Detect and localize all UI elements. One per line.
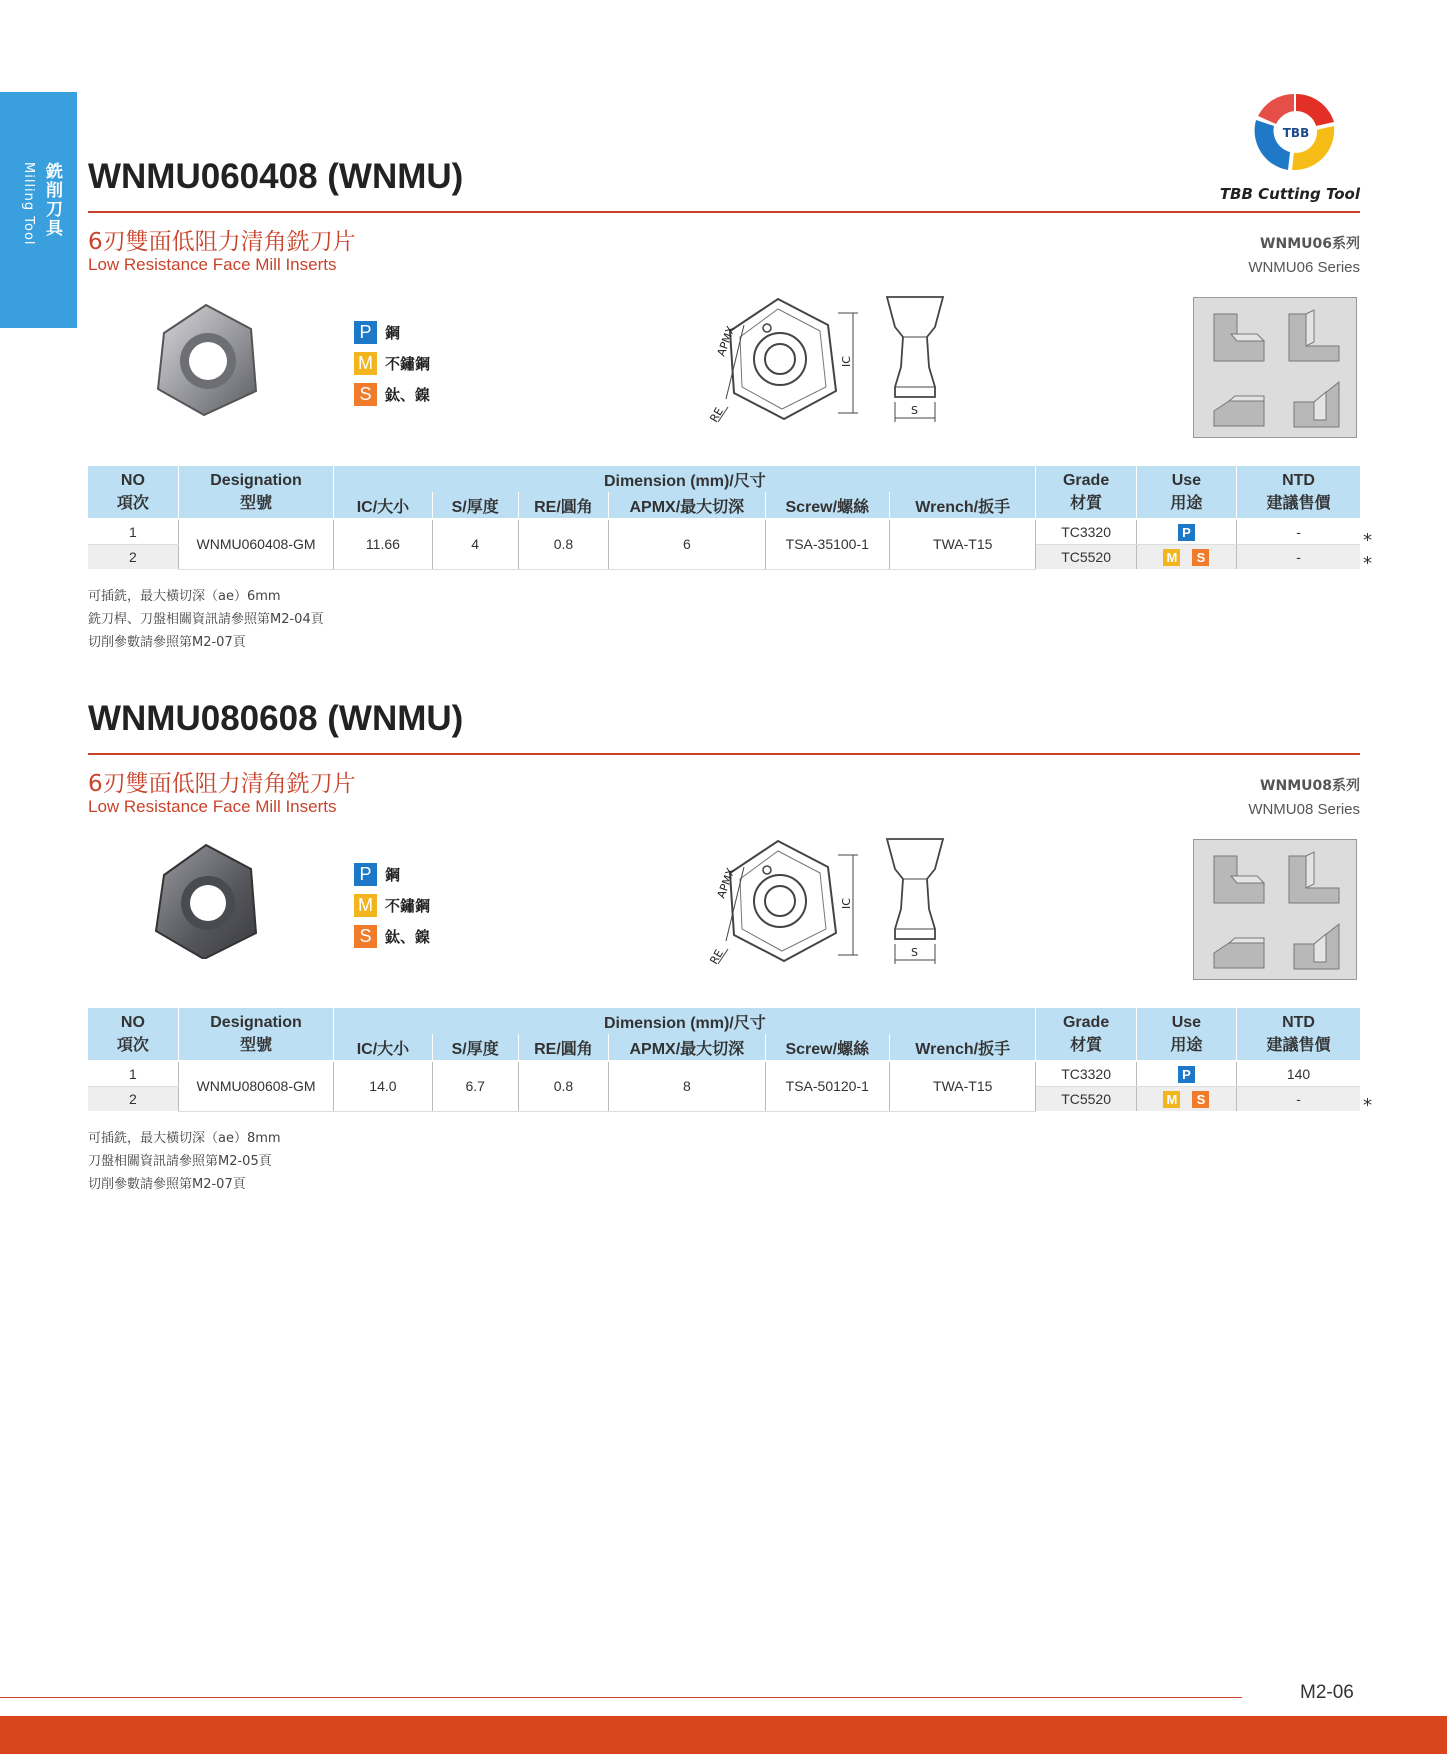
s-label: S bbox=[911, 404, 918, 417]
s-label: S bbox=[911, 946, 918, 959]
series-zh: WNMU06系列 bbox=[1260, 236, 1360, 252]
material-m-label: 不鏽鋼 bbox=[385, 355, 431, 373]
col-re: RE/圓角 bbox=[518, 492, 608, 519]
note-line: 刀盤相關資訊請參照第M2-05頁 bbox=[88, 1154, 272, 1169]
col-screw: Screw/螺絲 bbox=[765, 1034, 889, 1061]
application-illustration bbox=[1193, 839, 1357, 980]
shoulder-milling-icon bbox=[1209, 306, 1269, 366]
col-ntd: NTD 建議售價 bbox=[1237, 466, 1360, 519]
grade-cell: TC5520 bbox=[1036, 545, 1136, 570]
ramping-icon bbox=[1284, 914, 1344, 974]
apmx-label: APMX bbox=[714, 866, 738, 901]
row-no: 2 bbox=[88, 1087, 178, 1112]
insert-side-view-diagram bbox=[875, 829, 955, 969]
footer-divider bbox=[0, 1697, 1242, 1698]
apmx-label: APMX bbox=[714, 324, 738, 359]
apmx-cell: 8 bbox=[609, 1061, 765, 1111]
series-zh: WNMU08系列 bbox=[1260, 778, 1360, 794]
use-cell bbox=[1136, 545, 1236, 570]
application-illustration bbox=[1193, 297, 1357, 438]
col-use: Use 用途 bbox=[1136, 466, 1236, 519]
designation-cell: WNMU060408-GM bbox=[178, 519, 333, 569]
table-row bbox=[88, 519, 1360, 545]
col-screw: Screw/螺絲 bbox=[765, 492, 889, 519]
re-label: RE bbox=[707, 947, 726, 967]
wrench-cell: TWA-T15 bbox=[889, 1061, 1035, 1111]
ramping-icon bbox=[1284, 372, 1344, 432]
material-p-label: 鋼 bbox=[385, 866, 401, 884]
face-milling-icon bbox=[1209, 918, 1269, 973]
screw-cell: TSA-50120-1 bbox=[765, 1061, 889, 1111]
shoulder-milling-icon bbox=[1209, 848, 1269, 908]
footer-bar bbox=[0, 1716, 1447, 1754]
col-s: S/厚度 bbox=[432, 1034, 518, 1061]
subtitle-zh: 6刃雙面低阻力清角銑刀片 bbox=[88, 229, 356, 255]
use-s-badge: S bbox=[1192, 1091, 1209, 1108]
title-divider bbox=[88, 211, 1360, 213]
designation-cell: WNMU080608-GM bbox=[178, 1061, 333, 1111]
col-designation: Designation 型號 bbox=[178, 466, 333, 519]
material-m bbox=[354, 352, 430, 375]
series-en: WNMU08 Series bbox=[1248, 801, 1360, 818]
sidebar-label-en: Milling Tool bbox=[21, 162, 36, 246]
brand-name: TBB Cutting Tool bbox=[1219, 185, 1360, 203]
use-cell bbox=[1136, 519, 1236, 545]
ntd-cell: - bbox=[1237, 519, 1360, 545]
brand-logo bbox=[1244, 86, 1348, 176]
series-en: WNMU06 Series bbox=[1248, 259, 1360, 276]
notes bbox=[88, 1127, 281, 1196]
re-label: RE bbox=[707, 405, 726, 425]
ic-cell: 11.66 bbox=[334, 519, 432, 569]
use-cell bbox=[1136, 1061, 1236, 1087]
face-milling-icon bbox=[1209, 376, 1269, 431]
row-no: 1 bbox=[88, 1061, 178, 1087]
subtitle-zh: 6刃雙面低阻力清角銑刀片 bbox=[88, 771, 356, 797]
logo-text: TBB bbox=[1282, 126, 1310, 140]
row-star: * bbox=[1363, 530, 1372, 551]
screw-cell: TSA-35100-1 bbox=[765, 519, 889, 569]
col-wrench: Wrench/扳手 bbox=[889, 492, 1035, 519]
col-wrench: Wrench/扳手 bbox=[889, 1034, 1035, 1061]
sidebar-tab bbox=[0, 92, 77, 328]
material-s-label: 鈦、鎳 bbox=[385, 386, 431, 404]
col-re: RE/圓角 bbox=[518, 1034, 608, 1061]
material-s-badge: S bbox=[354, 383, 377, 406]
sidebar-label-zh: 銑削刀具 bbox=[42, 162, 62, 238]
grade-cell: TC3320 bbox=[1036, 1061, 1136, 1087]
insert-photo bbox=[148, 839, 268, 959]
material-m-label: 不鏽鋼 bbox=[385, 897, 431, 915]
col-grade: Grade 材質 bbox=[1036, 466, 1136, 519]
apmx-cell: 6 bbox=[609, 519, 765, 569]
use-cell bbox=[1136, 1087, 1236, 1112]
material-s bbox=[354, 925, 430, 948]
col-apmx: APMX/最大切深 bbox=[609, 492, 765, 519]
col-designation: Designation 型號 bbox=[178, 1008, 333, 1061]
col-dimension: Dimension (mm)/尺寸 bbox=[334, 466, 1036, 492]
row-star: * bbox=[1363, 1095, 1372, 1116]
insert-top-view-diagram bbox=[688, 287, 863, 427]
title-divider bbox=[88, 753, 1360, 755]
row-no: 2 bbox=[88, 545, 178, 570]
row-no: 1 bbox=[88, 519, 178, 545]
col-apmx: APMX/最大切深 bbox=[609, 1034, 765, 1061]
material-s-label: 鈦、鎳 bbox=[385, 928, 431, 946]
subtitle-en: Low Resistance Face Mill Inserts bbox=[88, 255, 337, 274]
wrench-cell: TWA-T15 bbox=[889, 519, 1035, 569]
material-m-badge: M bbox=[354, 352, 377, 375]
note-line: 可插銑，最大橫切深（ae）6mm bbox=[88, 589, 281, 604]
use-m-badge: M bbox=[1163, 1091, 1180, 1108]
note-line: 可插銑，最大橫切深（ae）8mm bbox=[88, 1131, 281, 1146]
material-m bbox=[354, 894, 430, 917]
s-cell: 6.7 bbox=[432, 1061, 518, 1111]
material-p bbox=[354, 321, 400, 344]
product-title: WNMU080608 (WNMU) bbox=[88, 699, 464, 738]
grade-cell: TC5520 bbox=[1036, 1087, 1136, 1112]
insert-photo bbox=[148, 297, 268, 417]
re-cell: 0.8 bbox=[518, 519, 608, 569]
product-title: WNMU060408 (WNMU) bbox=[88, 157, 464, 196]
col-dimension: Dimension (mm)/尺寸 bbox=[334, 1008, 1036, 1034]
slotting-icon bbox=[1284, 306, 1344, 366]
page-number: M2-06 bbox=[1300, 1682, 1354, 1703]
insert-side-view-diagram bbox=[875, 287, 955, 427]
col-ntd: NTD 建議售價 bbox=[1237, 1008, 1360, 1061]
col-no: NO 項次 bbox=[88, 1008, 178, 1061]
re-cell: 0.8 bbox=[518, 1061, 608, 1111]
material-s bbox=[354, 383, 430, 406]
col-ic: IC/大小 bbox=[334, 492, 432, 519]
use-p-badge: P bbox=[1178, 524, 1195, 541]
note-line: 銑刀桿、刀盤相關資訊請參照第M2-04頁 bbox=[88, 612, 324, 627]
row-star: * bbox=[1363, 553, 1372, 574]
ntd-cell: - bbox=[1237, 1087, 1360, 1112]
ic-label: IC bbox=[840, 356, 853, 367]
col-use: Use 用途 bbox=[1136, 1008, 1236, 1061]
material-p bbox=[354, 863, 400, 886]
note-line: 切削參數請參照第M2-07頁 bbox=[88, 635, 246, 650]
note-line: 切削參數請參照第M2-07頁 bbox=[88, 1177, 246, 1192]
material-p-badge: P bbox=[354, 863, 377, 886]
use-p-badge: P bbox=[1178, 1066, 1195, 1083]
s-cell: 4 bbox=[432, 519, 518, 569]
notes bbox=[88, 585, 324, 654]
material-m-badge: M bbox=[354, 894, 377, 917]
ntd-cell: - bbox=[1237, 545, 1360, 570]
col-no: NO 項次 bbox=[88, 466, 178, 519]
grade-cell: TC3320 bbox=[1036, 519, 1136, 545]
subtitle-en: Low Resistance Face Mill Inserts bbox=[88, 797, 337, 816]
use-s-badge: S bbox=[1192, 549, 1209, 566]
material-p-label: 鋼 bbox=[385, 324, 401, 342]
ic-cell: 14.0 bbox=[334, 1061, 432, 1111]
material-s-badge: S bbox=[354, 925, 377, 948]
material-p-badge: P bbox=[354, 321, 377, 344]
use-m-badge: M bbox=[1163, 549, 1180, 566]
table-row bbox=[88, 1061, 1360, 1087]
col-ic: IC/大小 bbox=[334, 1034, 432, 1061]
col-s: S/厚度 bbox=[432, 492, 518, 519]
ntd-cell: 140 bbox=[1237, 1061, 1360, 1087]
col-grade: Grade 材質 bbox=[1036, 1008, 1136, 1061]
spec-table bbox=[88, 466, 1360, 570]
spec-table bbox=[88, 1008, 1360, 1112]
slotting-icon bbox=[1284, 848, 1344, 908]
insert-top-view-diagram bbox=[688, 829, 863, 969]
ic-label: IC bbox=[840, 898, 853, 909]
